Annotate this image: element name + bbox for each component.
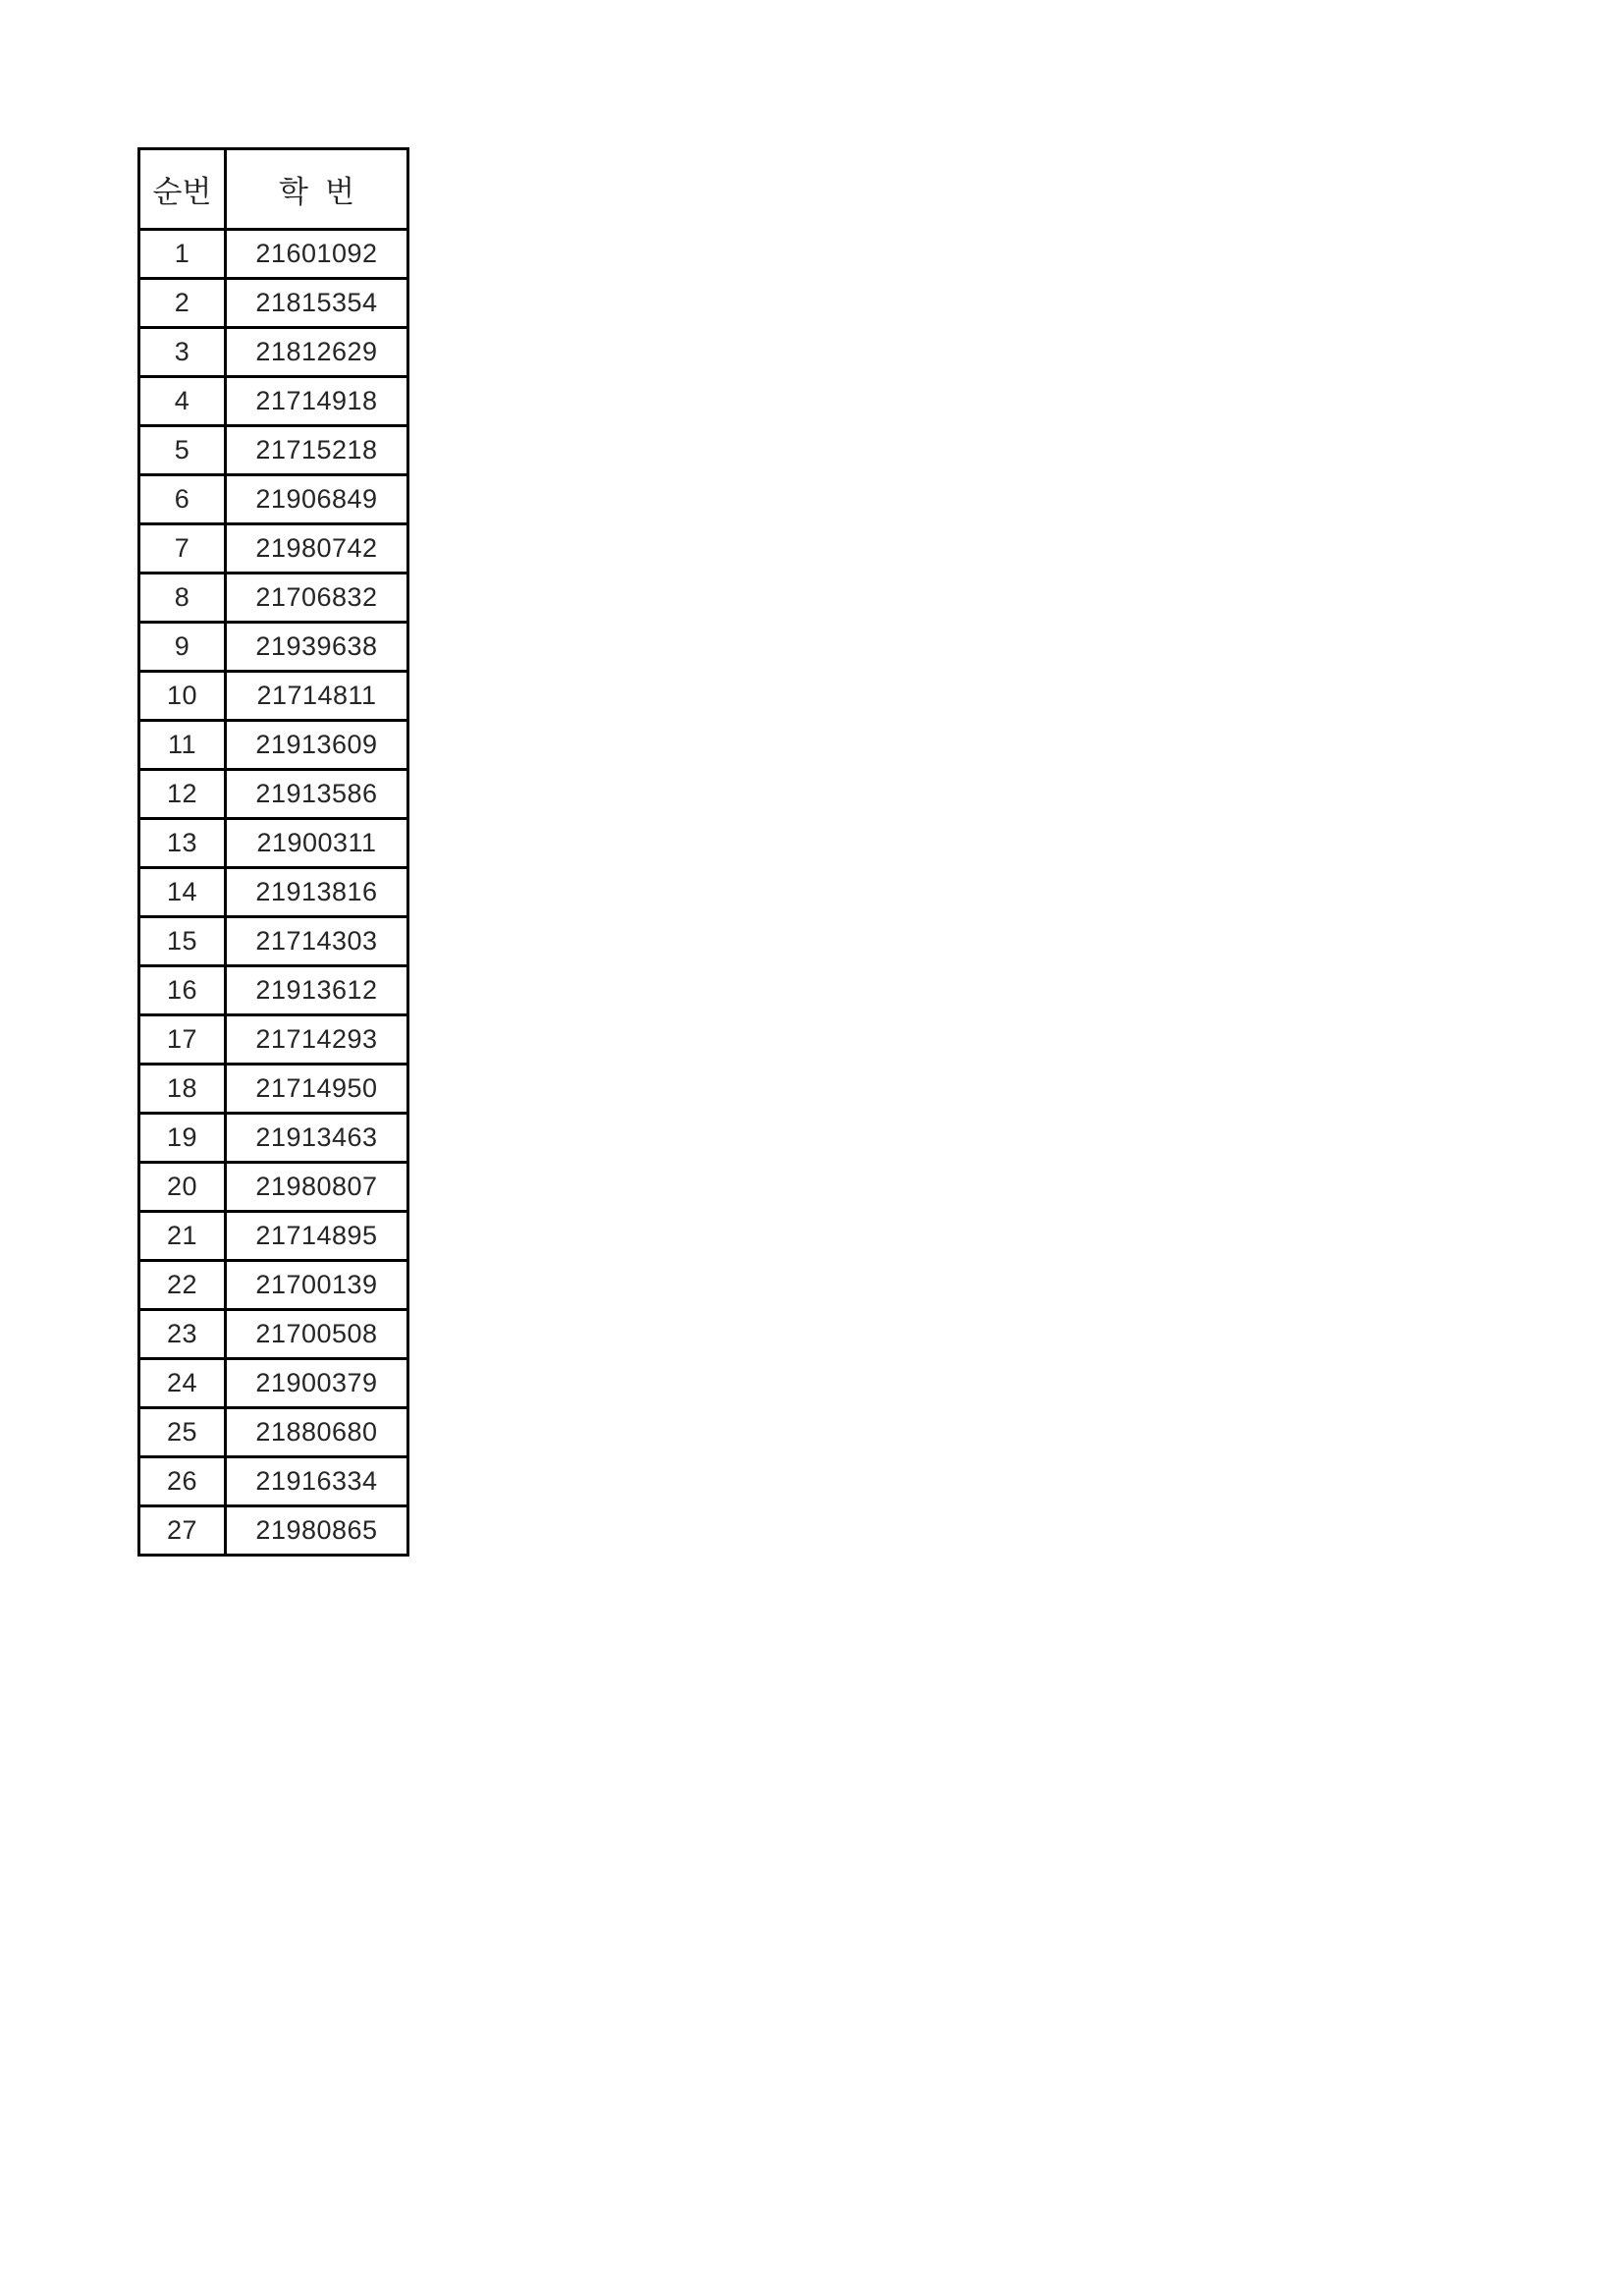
student-id-cell: 21700139: [226, 1261, 408, 1310]
student-id-table: [137, 147, 409, 1557]
row-number-cell: 5: [139, 426, 226, 475]
row-number-cell: 23: [139, 1310, 226, 1359]
row-number-cell: 2: [139, 279, 226, 328]
row-number-cell: 3: [139, 328, 226, 377]
table-row: [139, 623, 408, 672]
student-id-cell: 21980807: [226, 1163, 408, 1212]
student-id-cell: 21714293: [226, 1015, 408, 1065]
table-row: [139, 1065, 408, 1114]
row-number-cell: 21: [139, 1212, 226, 1261]
row-number-cell: 11: [139, 721, 226, 770]
table-row: [139, 966, 408, 1015]
row-number-cell: 16: [139, 966, 226, 1015]
student-id-cell: 21714918: [226, 377, 408, 426]
row-number-cell: 1: [139, 230, 226, 279]
student-id-cell: 21980865: [226, 1506, 408, 1556]
row-number-cell: 14: [139, 868, 226, 917]
row-number-cell: 24: [139, 1359, 226, 1408]
table-row: [139, 770, 408, 819]
table-row: [139, 1163, 408, 1212]
student-table-body: [139, 230, 408, 1556]
row-number-cell: 27: [139, 1506, 226, 1556]
table-row: [139, 819, 408, 868]
student-id-cell: 21815354: [226, 279, 408, 328]
student-id-cell: 21980742: [226, 524, 408, 574]
table-row: [139, 1506, 408, 1556]
row-number-cell: 4: [139, 377, 226, 426]
row-number-cell: 7: [139, 524, 226, 574]
row-number-cell: 25: [139, 1408, 226, 1457]
header-cell-student-id: 학 번: [226, 149, 408, 230]
table-row: [139, 868, 408, 917]
row-number-cell: 9: [139, 623, 226, 672]
table-row: [139, 328, 408, 377]
table-row: [139, 426, 408, 475]
table-row: [139, 1408, 408, 1457]
student-id-cell: 21913612: [226, 966, 408, 1015]
header-cell-sequence: 순번: [139, 149, 226, 230]
student-id-cell: 21916334: [226, 1457, 408, 1506]
row-number-cell: 12: [139, 770, 226, 819]
student-table-header: [139, 149, 408, 230]
row-number-cell: 19: [139, 1114, 226, 1163]
table-row: [139, 377, 408, 426]
table-row: [139, 1015, 408, 1065]
student-id-cell: 21906849: [226, 475, 408, 524]
student-id-cell: 21913586: [226, 770, 408, 819]
table-row: [139, 524, 408, 574]
student-id-cell: 21913609: [226, 721, 408, 770]
student-id-cell: 21913463: [226, 1114, 408, 1163]
student-id-cell: 21700508: [226, 1310, 408, 1359]
student-id-cell: 21714895: [226, 1212, 408, 1261]
row-number-cell: 13: [139, 819, 226, 868]
header-row: [139, 149, 408, 230]
student-id-cell: 21939638: [226, 623, 408, 672]
row-number-cell: 8: [139, 574, 226, 623]
row-number-cell: 20: [139, 1163, 226, 1212]
table-row: [139, 917, 408, 966]
student-id-cell: 21812629: [226, 328, 408, 377]
table-row: [139, 230, 408, 279]
student-id-cell: 21601092: [226, 230, 408, 279]
table-row: [139, 1261, 408, 1310]
student-id-cell: 21714303: [226, 917, 408, 966]
student-id-cell: 21900311: [226, 819, 408, 868]
student-id-cell: 21900379: [226, 1359, 408, 1408]
table-row: [139, 574, 408, 623]
row-number-cell: 22: [139, 1261, 226, 1310]
student-id-cell: 21706832: [226, 574, 408, 623]
table-row: [139, 672, 408, 721]
table-row: [139, 1212, 408, 1261]
row-number-cell: 10: [139, 672, 226, 721]
table-row: [139, 1310, 408, 1359]
student-id-cell: 21714950: [226, 1065, 408, 1114]
table-row: [139, 1114, 408, 1163]
table-row: [139, 721, 408, 770]
row-number-cell: 6: [139, 475, 226, 524]
student-id-cell: 21714811: [226, 672, 408, 721]
row-number-cell: 15: [139, 917, 226, 966]
table-row: [139, 1359, 408, 1408]
student-id-cell: 21715218: [226, 426, 408, 475]
student-id-cell: 21913816: [226, 868, 408, 917]
table-row: [139, 1457, 408, 1506]
table-row: [139, 475, 408, 524]
row-number-cell: 18: [139, 1065, 226, 1114]
row-number-cell: 17: [139, 1015, 226, 1065]
row-number-cell: 26: [139, 1457, 226, 1506]
student-id-cell: 21880680: [226, 1408, 408, 1457]
table-row: [139, 279, 408, 328]
